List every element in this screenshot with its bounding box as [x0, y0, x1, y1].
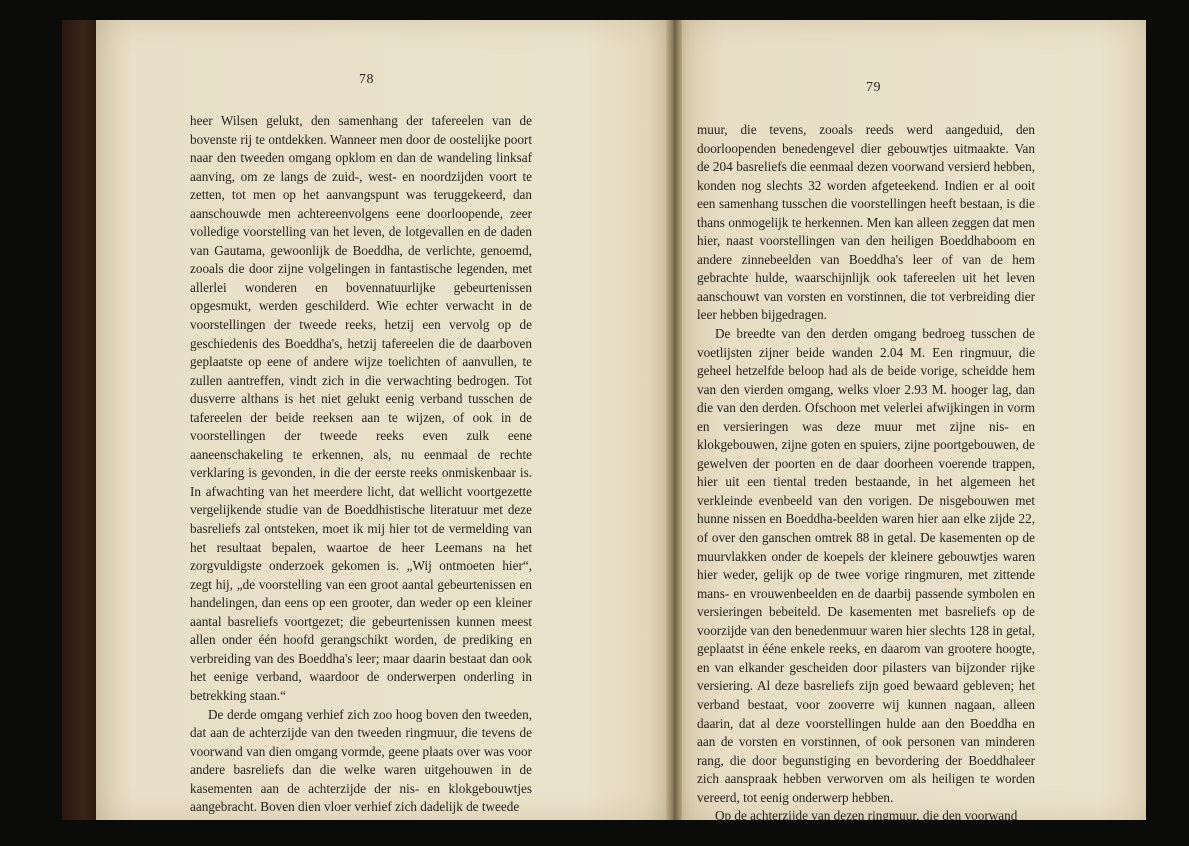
page-number-right: 79	[866, 80, 881, 95]
paragraph: heer Wilsen gelukt, den samenhang der tafereelen van de bovenste rij te ontdekken. Wanneer men door de oostelijke poort naar den tweeden omgang opklom en dan de wandeling linksaf aanving, om ze langs de zuid-, west- en noordzijden voort te zetten, tot men op het aanvangspunt was teruggekeerd, dan aanschouwde men achtereenvolgens eene doorloopende, zeer volledige voorstelling van het leven, de lotgevallen en de daden van Gautama, gewoonlijk de Boeddha, de verlichte, genoemd, zooals die door zijne volgelingen in fantastische legenden, met allerlei wonderen en bovennatuurlijke gebeurtenissen opgesmukt, werden geschilderd. Wie echter verwacht in de voorstellingen der tweede reeks, hetzij een vervolg op de geschiedenis des Boeddha's, hetzij tafereelen die de daarboven geplaatste op eene of andere wijze toelichten of aanvullen, te zullen aantreffen, vindt zich in die verwachting bedrogen. Tot dusverre althans is het niet gelukt eenig verband tusschen de tafereelen der beide reeksen aan te wijzen, of ook in de voorstellingen der tweede reeks even zulk eene aaneenschakeling te erkennen, als, nu eenmaal de rechte verklaring is gevonden, in die der eerste reeks onmiskenbaar is. In afwachting van het meerdere licht, dat wellicht voortgezette vergelijkende studie van de Boeddhistische literatuur met deze basreliefs zal ontsteken, moet ik mij hier tot de vermelding van het resultaat bepalen, waartoe de heer Leemans na het zorgvuldigste onderzoek gekomen is. „Wij ontmoeten hier“, zegt hij, „de voorstelling van een groot aantal gebeurtenissen en handelingen, dan eens op een grooter, dan weder op een kleiner aantal basreliefs voortgezet; die gebeurtenissen kunnen meest allen onder één hoofd gerangschikt worden, de prediking en verbreiding van des Boeddha's leer; maar daarin bestaat dan ook het eenige verband, waardoor de onderwerpen onderling in betrekking staan.“	[190, 113, 532, 703]
paragraph: Op de achterzijde van dezen ringmuur, die den voorwand	[715, 808, 1018, 824]
paragraph: De breedte van den derden omgang bedroeg tusschen de voetlijsten zijner beide wanden 2.04 M. Een ringmuur, die geheel hetzelfde beloop had als de beide vorige, scheidde hem van den vierden omgang, welks vloer 2.93 M. hooger lag, dan die van den derden. Ofschoon met velerlei afwijkingen in vorm en versieringen was deze muur met zijne nis- en klokgebouwen, zijne goten en spuiers, zijne poortgebouwen, de gewelven der poorten en de daar doorheen voerende trappen, hier uit een tiental treden bestaande, in het algemeen het verkleinde evenbeeld van den vorigen. De nisgebouwen met hunne nissen en Boeddha-beelden waren hier aan elke zijde 22, of over den ganschen omtrek 88 in getal. De kasementen op de muurvlakken onder de koepels der kleinere gebouwtjes waren hier weder, gelijk op de twee vorige ringmuren, met zittende mans- en vrouwenbeelden en de daarbij passende symbolen en versieringen bebeiteld. De kasementen met basreliefs op de voorzijde van den benedenmuur waren hier slechts 128 in getal, geplaatst in ééne enkele reeks, en daarom van grootere hoogte, en van elkander gescheiden door pilasters van bijzonder rijke versiering. Al deze basreliefs zijn goed bewaard gebleven; het verband bestaat, voor zooverre wij kunnen nagaan, alleen daarin, dat al deze voorstellingen hulde aan den Boeddha en aan de vorsten en vorstinnen, of ook personen van minderen rang, die door begunstiging en bevordering der Boeddhaleer zich aanspraak hebben verworven om als heiligen te worden vereerd, tot eenig onderwerp hebben.	[697, 326, 1035, 805]
page-number-left: 78	[359, 72, 374, 87]
left-page-text	[190, 112, 532, 817]
paragraph: muur, die tevens, zooals reeds werd aangeduid, den doorloopenden benedengevel dier gebouwtjes uitmaakte. Van de 204 basreliefs die eenmaal dezen voorwand versierd hebben, konden nog slechts 32 worden afgeteekend. Indien er al ooit een samenhang tusschen die voorstellingen heeft bestaan, is die thans onmogelijk te herkennen. Men kan alleen zeggen dat men hier, naast voorstellingen van den heiligen Boeddhaboom en andere zinnebeelden van Boeddha's leer of van de hem gebrachte hulde, waarschijnlijk ook tafereelen uit het leven aanschouwt van vorsten en vorstinnen, die tot verbreiding dier leer hebben bijgedragen.	[697, 122, 1035, 323]
paragraph: De derde omgang verhief zich zoo hoog boven den tweeden, dat aan de achterzijde van den tweeden ringmuur, die tevens de voorwand van dien omgang vormde, geene plaats over was voor andere basreliefs dan die welke waren uitgehouwen in de kasementen aan de achterzijde der nis- en klokgebouwtjes aangebracht. Boven dien vloer verhief zich dadelijk de tweede	[190, 706, 532, 815]
book-gutter	[666, 20, 682, 820]
right-page-text	[697, 121, 1035, 826]
